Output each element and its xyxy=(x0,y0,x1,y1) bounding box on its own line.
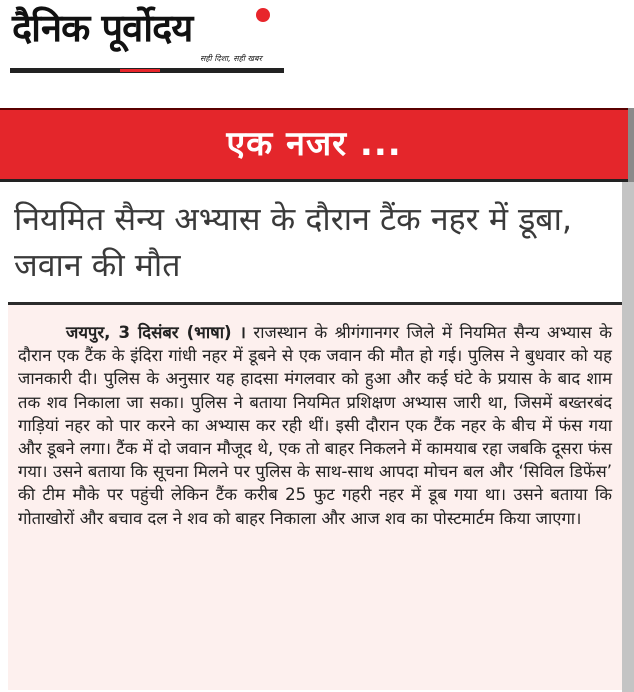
page-edge-strip xyxy=(622,182,634,692)
masthead xyxy=(0,0,634,108)
article-dateline: जयपुर, 3 दिसंबर (भाषा) । xyxy=(66,323,246,342)
masthead-rule-accent xyxy=(120,69,160,72)
tagline: सही दिशा, सही खबर xyxy=(200,54,262,63)
newspaper-logo: दैनिक पूर्वोदय xyxy=(12,6,193,50)
article-body xyxy=(18,321,612,530)
logo-dot-icon xyxy=(256,8,270,22)
article-headline: नियमित सैन्य अभ्यास के दौरान टैंक नहर में डूबा, जवान की मौत xyxy=(14,200,573,284)
section-title: एक नजर ... xyxy=(226,124,402,164)
section-banner xyxy=(0,108,628,182)
article-box xyxy=(8,302,622,690)
banner-shadow xyxy=(628,108,634,182)
article-text: राजस्थान के श्रीगंगानगर जिले में नियमित सैन्य अभ्यास के दौरान एक टैंक के इंदिरा गांधी नहर में डूबने से एक जवान की मौत हो गई। पुलिस ने बुधवार को यह जानकारी दी। पुलिस के अनुसार यह हादसा मंगलवार को हुआ और कई घंटे के प्रयास के बाद शाम तक शव निकाला जा सका। पुलिस ने बताया नियमित प्रशिक्षण अभ्यास जारी था, जिसमें बख्तरबंद गाड़ियां नहर को पार करने का अभ्यास कर रही थीं। इसी दौरान एक टैंक नहर के बीच में फंस गया और डूबने लगा। टैंक में दो जवान मौजूद थे, एक तो बाहर निकलने में कामयाब रहा जबकि दूसरा फंस गया। उसने बताया कि सूचना मिलने पर पुलिस के साथ-साथ आपदा मोचन बल और ‘सिविल डिफेंस’ की टीम मौके पर पहुंची लेकिन टैंक करीब 25 फुट गहरी नहर में डूब गया था। उसने बताया कि गोताखोरों और बचाव दल ने शव को बाहर निकाला और आज शव का पोस्टमार्टम किया जाएगा। xyxy=(18,323,612,528)
headline-box xyxy=(0,182,620,300)
